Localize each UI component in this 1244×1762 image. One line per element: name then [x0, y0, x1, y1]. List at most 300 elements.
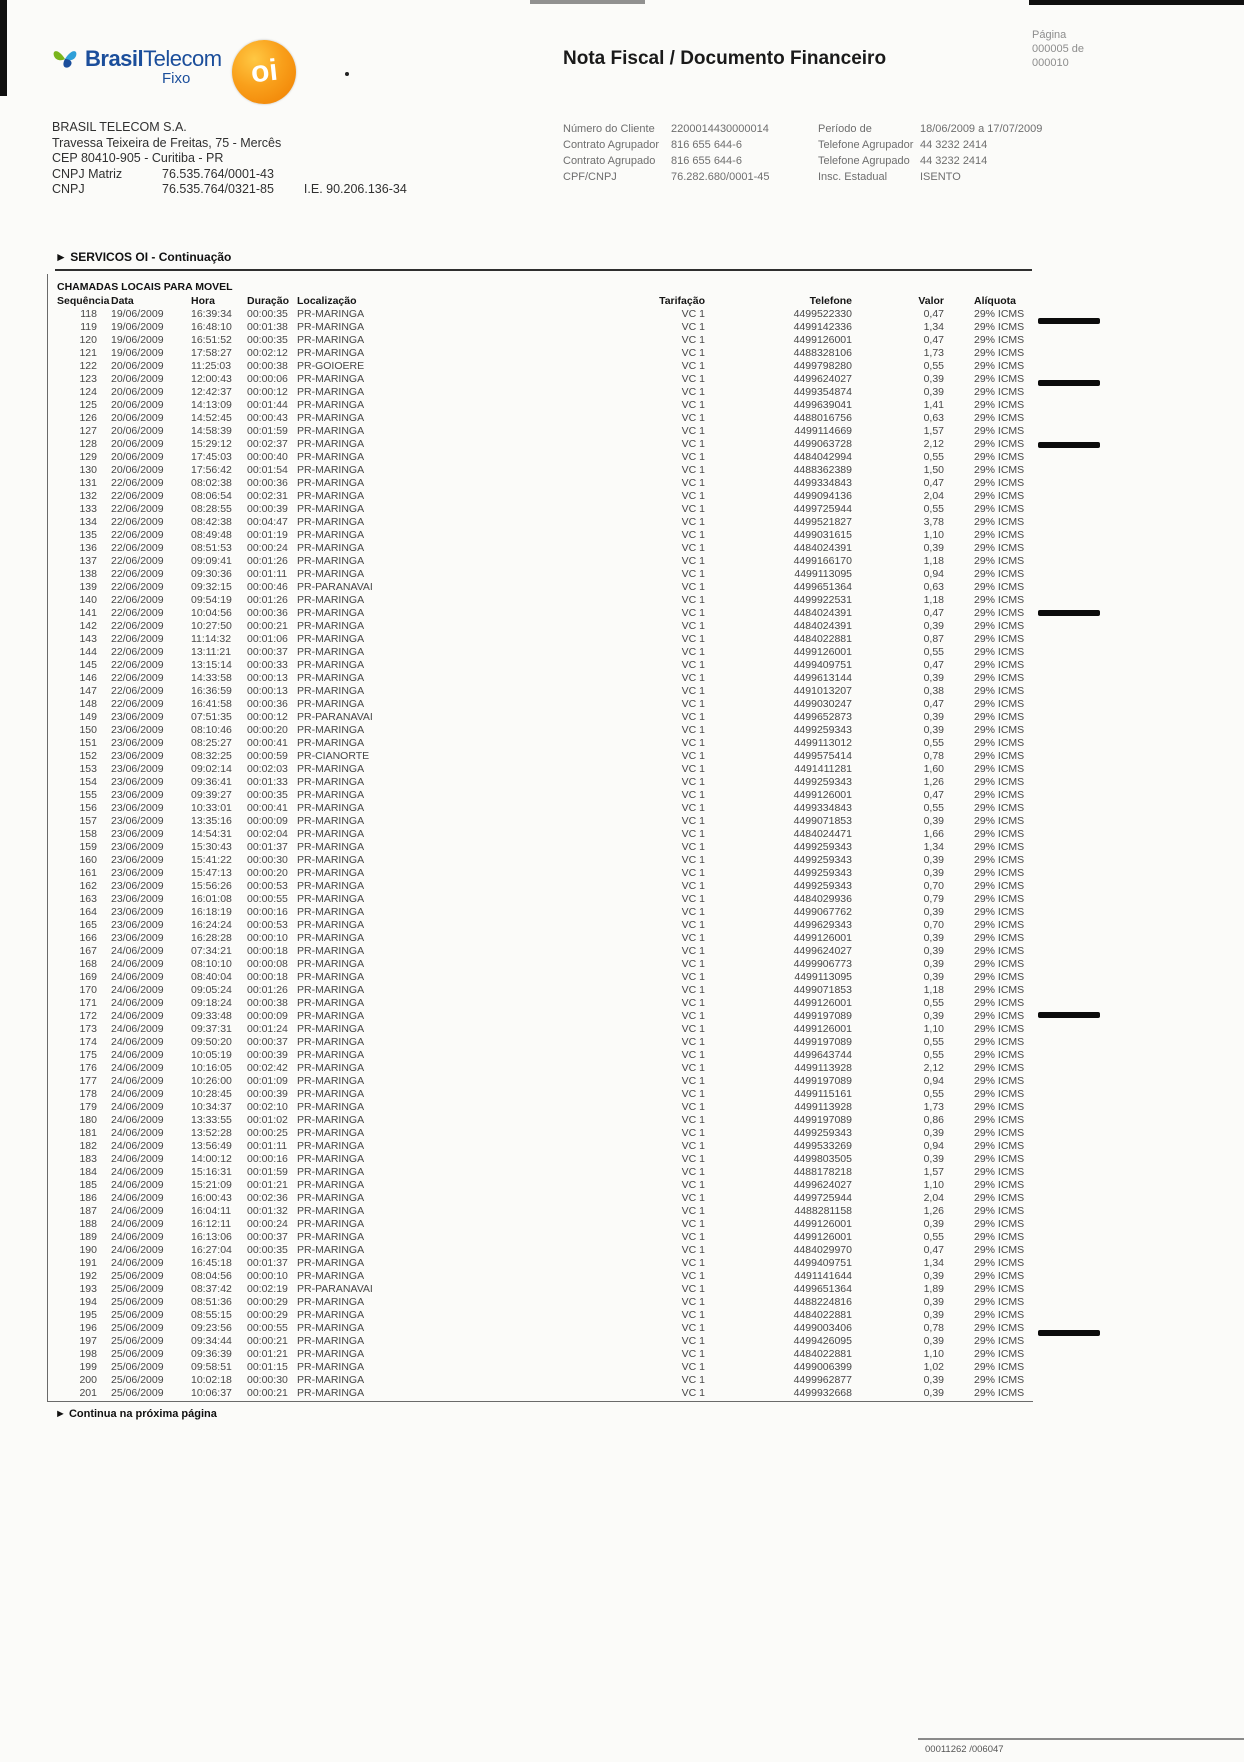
cell-hora: 16:04:11: [191, 1205, 232, 1217]
cell-telefone: 4499115161: [794, 1088, 852, 1100]
cell-duracao: 00:00:12: [247, 711, 288, 723]
cell-valor: 0,39: [923, 1153, 944, 1165]
cell-localizacao: PR-MARINGA: [297, 841, 365, 853]
cell-localizacao: PR-MARINGA: [297, 464, 365, 476]
cell-hora: 10:26:00: [191, 1075, 232, 1087]
table-row: [47, 308, 1032, 321]
cell-sequencia: 149: [79, 711, 97, 723]
cell-hora: 08:06:54: [191, 490, 232, 502]
cell-data: 24/06/2009: [111, 1088, 164, 1100]
cell-duracao: 00:01:06: [247, 633, 288, 645]
cell-hora: 09:23:56: [191, 1322, 232, 1334]
cell-sequencia: 122: [79, 360, 97, 372]
cell-tarifacao: VC 1: [681, 698, 705, 710]
cell-tarifacao: VC 1: [681, 672, 705, 684]
cell-duracao: 00:01:11: [247, 568, 288, 580]
cell-sequencia: 154: [79, 776, 97, 788]
cell-valor: 0,39: [923, 620, 944, 632]
cell-telefone: 4499142336: [793, 321, 852, 333]
table-row: [47, 1166, 1032, 1179]
cell-valor: 1,34: [923, 1257, 944, 1269]
cell-data: 22/06/2009: [111, 516, 164, 528]
cell-valor: 0,39: [923, 932, 944, 944]
cell-sequencia: 147: [79, 685, 97, 697]
table-row: [47, 373, 1032, 386]
cell-tarifacao: VC 1: [681, 1322, 705, 1334]
cell-valor: 0,78: [923, 1322, 944, 1334]
cell-telefone: 4499067762: [793, 906, 852, 918]
cell-sequencia: 183: [79, 1153, 97, 1165]
cell-aliquota: 29% ICMS: [974, 620, 1025, 632]
cell-tarifacao: VC 1: [681, 360, 705, 372]
cell-hora: 08:51:53: [191, 542, 232, 554]
cell-localizacao: PR-MARINGA: [297, 529, 365, 541]
cell-hora: 16:01:08: [191, 893, 232, 905]
cell-telefone: 4499624027: [793, 1179, 852, 1191]
cell-valor: 0,39: [923, 672, 944, 684]
cell-tarifacao: VC 1: [681, 1010, 705, 1022]
cell-valor: 0,39: [923, 1127, 944, 1139]
cell-aliquota: 29% ICMS: [974, 1010, 1025, 1022]
cell-aliquota: 29% ICMS: [974, 815, 1025, 827]
cell-telefone: 4499003406: [793, 1322, 852, 1334]
cell-tarifacao: VC 1: [681, 568, 705, 580]
table-row: [47, 1140, 1032, 1153]
cell-hora: 15:16:31: [191, 1166, 232, 1178]
table-row: [47, 685, 1032, 698]
cell-tarifacao: VC 1: [681, 1114, 705, 1126]
cell-localizacao: PR-MARINGA: [297, 425, 365, 437]
cell-hora: 07:51:35: [191, 711, 232, 723]
cell-tarifacao: VC 1: [681, 334, 705, 346]
cell-hora: 08:04:56: [191, 1270, 232, 1282]
cell-hora: 17:58:27: [191, 347, 232, 359]
cell-tarifacao: VC 1: [681, 1257, 705, 1269]
cell-data: 25/06/2009: [111, 1283, 164, 1295]
cell-localizacao: PR-MARINGA: [297, 659, 365, 671]
cell-sequencia: 137: [79, 555, 97, 567]
cell-telefone: 4499409751: [793, 659, 852, 671]
cell-valor: 0,39: [923, 906, 944, 918]
cell-sequencia: 174: [79, 1036, 97, 1048]
table-row: [47, 1296, 1032, 1309]
cell-data: 22/06/2009: [111, 646, 164, 658]
cell-sequencia: 166: [79, 932, 97, 944]
cell-aliquota: 29% ICMS: [974, 906, 1025, 918]
cell-aliquota: 29% ICMS: [974, 1114, 1025, 1126]
cell-telefone: 4488178218: [793, 1166, 852, 1178]
cell-tarifacao: VC 1: [681, 841, 705, 853]
cell-valor: 0,55: [923, 503, 944, 515]
cell-hora: 14:33:58: [191, 672, 232, 684]
brand-name: BrasilTelecom: [85, 46, 222, 71]
document-code: 00011262 /006047: [925, 1744, 1004, 1755]
table-row: [47, 438, 1032, 451]
table-row: [47, 1244, 1032, 1257]
cell-valor: 0,39: [923, 1309, 944, 1321]
cell-valor: 0,55: [923, 1049, 944, 1061]
cell-valor: 1,34: [923, 321, 944, 333]
cell-duracao: 00:00:59: [247, 750, 288, 762]
cell-tarifacao: VC 1: [681, 802, 705, 814]
cell-telefone: 4499259343: [793, 724, 852, 736]
cell-data: 23/06/2009: [111, 737, 164, 749]
cell-valor: 0,55: [923, 1036, 944, 1048]
cell-hora: 16:12:11: [191, 1218, 232, 1230]
cell-duracao: 00:00:33: [247, 659, 288, 671]
cell-telefone: 4499932668: [793, 1387, 852, 1399]
cell-data: 22/06/2009: [111, 620, 164, 632]
cell-localizacao: PR-MARINGA: [297, 1114, 365, 1126]
cell-hora: 15:41:22: [191, 854, 232, 866]
cell-localizacao: PR-MARINGA: [297, 1205, 365, 1217]
cell-aliquota: 29% ICMS: [974, 1231, 1025, 1243]
table-row: [47, 321, 1032, 334]
column-header-data: Data: [111, 295, 134, 307]
cell-hora: 13:15:14: [191, 659, 232, 671]
cell-data: 24/06/2009: [111, 997, 164, 1009]
cell-localizacao: PR-MARINGA: [297, 1244, 365, 1256]
cell-tarifacao: VC 1: [681, 1049, 705, 1061]
cell-tarifacao: VC 1: [681, 789, 705, 801]
cell-localizacao: PR-MARINGA: [297, 737, 365, 749]
cell-telefone: 4499113928: [794, 1062, 852, 1074]
table-row: [47, 1010, 1032, 1023]
cell-telefone: 4499962877: [793, 1374, 852, 1386]
cell-aliquota: 29% ICMS: [974, 1270, 1025, 1282]
cell-sequencia: 132: [79, 490, 97, 502]
cell-tarifacao: VC 1: [681, 542, 705, 554]
cell-aliquota: 29% ICMS: [974, 1335, 1025, 1347]
cell-sequencia: 178: [79, 1088, 97, 1100]
cell-valor: 1,73: [923, 1101, 944, 1113]
cell-tarifacao: VC 1: [681, 815, 705, 827]
cell-tarifacao: VC 1: [681, 776, 705, 788]
cell-duracao: 00:00:35: [247, 1244, 288, 1256]
cell-valor: 0,55: [923, 802, 944, 814]
cell-valor: 0,39: [923, 945, 944, 957]
cell-localizacao: PR-MARINGA: [297, 1062, 365, 1074]
cell-sequencia: 148: [79, 698, 97, 710]
oi-logo-text: oi: [248, 53, 279, 90]
cell-valor: 0,47: [923, 334, 944, 346]
cell-aliquota: 29% ICMS: [974, 568, 1025, 580]
table-row: [47, 919, 1032, 932]
table-row: [47, 1361, 1032, 1374]
cell-sequencia: 190: [79, 1244, 97, 1256]
cell-tarifacao: VC 1: [681, 490, 705, 502]
cell-duracao: 00:01:15: [247, 1361, 288, 1373]
cell-telefone: 4499803505: [793, 1153, 852, 1165]
cell-duracao: 00:00:06: [247, 373, 288, 385]
cell-duracao: 00:00:53: [247, 880, 288, 892]
cell-telefone: 4499030247: [793, 698, 852, 710]
cell-duracao: 00:00:20: [247, 724, 288, 736]
cell-hora: 16:24:24: [191, 919, 232, 931]
cell-telefone: 4488016756: [793, 412, 852, 424]
cell-tarifacao: VC 1: [681, 1075, 705, 1087]
cell-hora: 14:13:09: [191, 399, 232, 411]
cell-hora: 08:51:36: [191, 1296, 232, 1308]
cell-duracao: 00:00:09: [247, 1010, 288, 1022]
cell-valor: 0,47: [923, 1244, 944, 1256]
cell-hora: 15:30:43: [191, 841, 232, 853]
cell-hora: 08:40:04: [191, 971, 232, 983]
cell-sequencia: 161: [79, 867, 97, 879]
cell-telefone: 4499426095: [793, 1335, 852, 1347]
cell-duracao: 00:00:13: [247, 685, 288, 697]
cell-localizacao: PR-MARINGA: [297, 438, 365, 450]
cell-duracao: 00:00:35: [247, 334, 288, 346]
cell-aliquota: 29% ICMS: [974, 841, 1025, 853]
cell-localizacao: PR-MARINGA: [297, 854, 365, 866]
cell-data: 24/06/2009: [111, 1205, 164, 1217]
cell-aliquota: 29% ICMS: [974, 347, 1025, 359]
cell-localizacao: PR-MARINGA: [297, 997, 365, 1009]
cell-data: 23/06/2009: [111, 789, 164, 801]
cell-aliquota: 29% ICMS: [974, 412, 1025, 424]
cell-data: 23/06/2009: [111, 828, 164, 840]
cell-sequencia: 177: [79, 1075, 97, 1087]
cell-sequencia: 171: [79, 997, 97, 1009]
redaction-mark: [1038, 1330, 1100, 1336]
cell-tarifacao: VC 1: [681, 321, 705, 333]
cell-valor: 2,04: [923, 1192, 944, 1204]
cell-duracao: 00:00:36: [247, 698, 288, 710]
table-row: [47, 1322, 1032, 1335]
cnpj-value: 76.535.764/0321-85: [162, 182, 274, 197]
cell-tarifacao: VC 1: [681, 906, 705, 918]
cell-hora: 13:56:49: [191, 1140, 232, 1152]
cell-duracao: 00:02:03: [247, 763, 288, 775]
table-row: [47, 737, 1032, 750]
cell-duracao: 00:01:26: [247, 555, 288, 567]
cell-telefone: 4499113095: [794, 971, 852, 983]
cell-data: 22/06/2009: [111, 581, 164, 593]
contrato-agrupador-line: Contrato Agrupador 816 655 644-6: [563, 139, 742, 151]
cell-valor: 0,63: [923, 412, 944, 424]
cell-duracao: 00:00:29: [247, 1296, 288, 1308]
column-header-hora: Hora: [191, 295, 215, 307]
cell-localizacao: PR-MARINGA: [297, 373, 365, 385]
page-total: 000010: [1032, 57, 1069, 69]
cell-telefone: 4491411281: [794, 763, 852, 775]
table-row: [47, 906, 1032, 919]
cell-duracao: 00:00:21: [247, 1387, 288, 1399]
cell-hora: 09:33:48: [191, 1010, 232, 1022]
cell-duracao: 00:00:24: [247, 542, 288, 554]
cell-aliquota: 29% ICMS: [974, 451, 1025, 463]
table-row: [47, 1335, 1032, 1348]
cell-data: 24/06/2009: [111, 1153, 164, 1165]
cell-aliquota: 29% ICMS: [974, 1348, 1025, 1360]
cell-hora: 16:48:10: [191, 321, 232, 333]
cell-duracao: 00:00:12: [247, 386, 288, 398]
cell-localizacao: PR-MARINGA: [297, 1218, 365, 1230]
table-row: [47, 1153, 1032, 1166]
cell-localizacao: PR-MARINGA: [297, 1010, 365, 1022]
column-header-tarifacao: Tarifação: [659, 295, 705, 307]
continuation-text: Continua na próxima página: [68, 1408, 217, 1420]
cell-data: 20/06/2009: [111, 438, 164, 450]
table-row: [47, 568, 1032, 581]
table-row: [47, 477, 1032, 490]
cell-sequencia: 144: [79, 646, 97, 658]
cell-telefone: 4499031615: [793, 529, 852, 541]
cell-tarifacao: VC 1: [681, 1192, 705, 1204]
cell-duracao: 00:00:13: [247, 672, 288, 684]
table-row: [47, 542, 1032, 555]
cell-duracao: 00:01:33: [247, 776, 288, 788]
cell-tarifacao: VC 1: [681, 503, 705, 515]
cell-aliquota: 29% ICMS: [974, 1309, 1025, 1321]
cell-duracao: 00:01:59: [247, 1166, 288, 1178]
cell-telefone: 4499113095: [794, 568, 852, 580]
cell-valor: 1,50: [923, 464, 944, 476]
cell-data: 24/06/2009: [111, 1023, 164, 1035]
cell-localizacao: PR-MARINGA: [297, 646, 365, 658]
cell-sequencia: 189: [79, 1231, 97, 1243]
cell-sequencia: 159: [79, 841, 97, 853]
table-row: [47, 516, 1032, 529]
table-row: [47, 1088, 1032, 1101]
cell-valor: 0,39: [923, 724, 944, 736]
cell-aliquota: 29% ICMS: [974, 1179, 1025, 1191]
cell-aliquota: 29% ICMS: [974, 1283, 1025, 1295]
cell-tarifacao: VC 1: [681, 1218, 705, 1230]
table-row: [47, 945, 1032, 958]
cell-localizacao: PR-MARINGA: [297, 347, 365, 359]
cell-telefone: 4499521827: [793, 516, 852, 528]
cell-duracao: 00:00:38: [247, 360, 288, 372]
cell-telefone: 4499613144: [793, 672, 852, 684]
cell-hora: 16:41:58: [191, 698, 232, 710]
table-row: [47, 672, 1032, 685]
cell-tarifacao: VC 1: [681, 984, 705, 996]
cell-sequencia: 186: [79, 1192, 97, 1204]
cell-data: 24/06/2009: [111, 1140, 164, 1152]
cell-hora: 09:58:51: [191, 1361, 232, 1373]
cell-valor: 0,47: [923, 659, 944, 671]
cell-data: 23/06/2009: [111, 932, 164, 944]
cell-duracao: 00:00:53: [247, 919, 288, 931]
cell-aliquota: 29% ICMS: [974, 867, 1025, 879]
table-row: [47, 555, 1032, 568]
cell-valor: 2,12: [923, 1062, 944, 1074]
cell-localizacao: PR-PARANAVAI: [297, 581, 373, 593]
cell-duracao: 00:00:35: [247, 308, 288, 320]
cell-telefone: 4499126001: [793, 997, 852, 1009]
cell-telefone: 4499071853: [793, 984, 852, 996]
cell-telefone: 4499259343: [793, 880, 852, 892]
company-address-line1: Travessa Teixeira de Freitas, 75 - Mercês: [52, 135, 282, 150]
cell-localizacao: PR-MARINGA: [297, 1192, 365, 1204]
cell-localizacao: PR-MARINGA: [297, 1179, 365, 1191]
cell-hora: 15:29:12: [191, 438, 232, 450]
cell-sequencia: 123: [79, 373, 97, 385]
cell-hora: 16:27:04: [191, 1244, 232, 1256]
cell-duracao: 00:00:41: [247, 802, 288, 814]
cell-tarifacao: VC 1: [681, 412, 705, 424]
cell-duracao: 00:00:30: [247, 854, 288, 866]
cell-telefone: 4484029936: [793, 893, 852, 905]
cell-tarifacao: VC 1: [681, 451, 705, 463]
cell-sequencia: 158: [79, 828, 97, 840]
cell-tarifacao: VC 1: [681, 880, 705, 892]
column-header-aliquota: Alíquota: [974, 295, 1016, 307]
cell-hora: 14:52:45: [191, 412, 232, 424]
cell-duracao: 00:01:37: [247, 1257, 288, 1269]
cell-sequencia: 200: [79, 1374, 97, 1386]
cell-telefone: 4499166170: [793, 555, 852, 567]
cell-telefone: 4484042994: [793, 451, 852, 463]
cell-valor: 0,39: [923, 1335, 944, 1347]
cell-tarifacao: VC 1: [681, 685, 705, 697]
cell-telefone: 4499906773: [793, 958, 852, 970]
cell-duracao: 00:00:55: [247, 893, 288, 905]
cell-data: 22/06/2009: [111, 568, 164, 580]
table-row: [47, 1218, 1032, 1231]
cell-aliquota: 29% ICMS: [974, 1062, 1025, 1074]
cell-tarifacao: VC 1: [681, 867, 705, 879]
cell-aliquota: 29% ICMS: [974, 386, 1025, 398]
column-header-localizacao: Localização: [297, 295, 357, 307]
cell-duracao: 00:00:08: [247, 958, 288, 970]
cnpj-label: CNPJ: [52, 182, 85, 197]
telefone-agrupador-line: Telefone Agrupador 44 3232 2414: [818, 139, 988, 151]
cell-aliquota: 29% ICMS: [974, 1218, 1025, 1230]
cell-tarifacao: VC 1: [681, 711, 705, 723]
cell-data: 24/06/2009: [111, 1049, 164, 1061]
cell-duracao: 00:00:21: [247, 620, 288, 632]
cell-aliquota: 29% ICMS: [974, 919, 1025, 931]
cell-aliquota: 29% ICMS: [974, 945, 1025, 957]
cell-valor: 0,39: [923, 854, 944, 866]
cell-localizacao: PR-MARINGA: [297, 1140, 365, 1152]
cell-data: 20/06/2009: [111, 425, 164, 437]
cell-valor: 0,39: [923, 1387, 944, 1399]
cell-aliquota: 29% ICMS: [974, 542, 1025, 554]
cell-aliquota: 29% ICMS: [974, 971, 1025, 983]
cell-localizacao: PR-MARINGA: [297, 1166, 365, 1178]
cell-telefone: 4499197089: [793, 1010, 852, 1022]
cell-tarifacao: VC 1: [681, 893, 705, 905]
cell-duracao: 00:04:47: [247, 516, 288, 528]
cell-tarifacao: VC 1: [681, 724, 705, 736]
cell-localizacao: PR-MARINGA: [297, 945, 365, 957]
cell-telefone: 4499126001: [793, 646, 852, 658]
cell-sequencia: 165: [79, 919, 97, 931]
cell-telefone: 4491013207: [793, 685, 852, 697]
table-row: [47, 724, 1032, 737]
section-title-text: SERVICOS OI - Continuação: [70, 250, 232, 264]
cell-localizacao: PR-MARINGA: [297, 893, 365, 905]
cell-data: 24/06/2009: [111, 1244, 164, 1256]
cell-aliquota: 29% ICMS: [974, 659, 1025, 671]
company-cnpj-line: [52, 182, 407, 198]
cell-valor: 0,39: [923, 711, 944, 723]
cell-sequencia: 168: [79, 958, 97, 970]
cell-sequencia: 194: [79, 1296, 97, 1308]
cell-localizacao: PR-MARINGA: [297, 412, 365, 424]
cell-hora: 09:36:41: [191, 776, 232, 788]
cell-duracao: 00:01:24: [247, 1023, 288, 1035]
cell-aliquota: 29% ICMS: [974, 1296, 1025, 1308]
table-row: [47, 802, 1032, 815]
cell-sequencia: 120: [79, 334, 97, 346]
table-row: [47, 971, 1032, 984]
cell-hora: 16:36:59: [191, 685, 232, 697]
